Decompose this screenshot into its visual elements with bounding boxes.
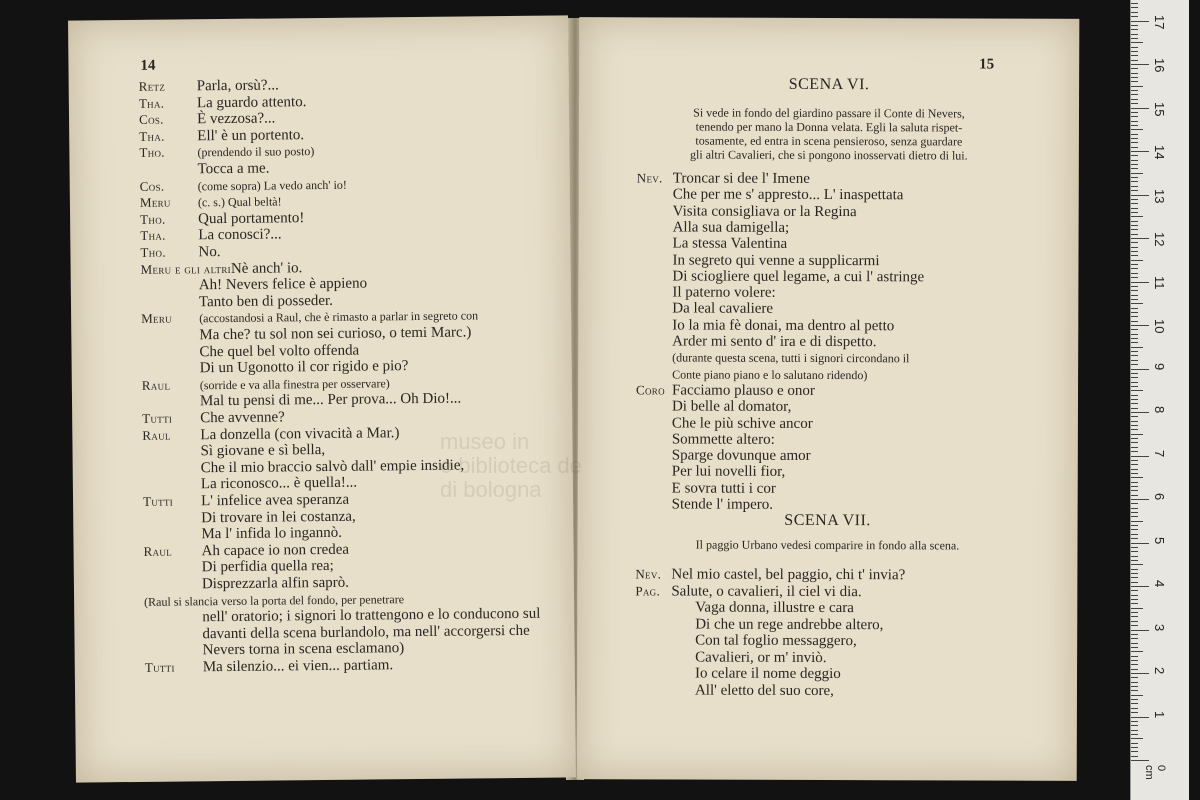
ruler-tick [1131,682,1138,683]
ruler-tick [1131,195,1149,196]
ruler-tick [1131,516,1138,517]
ruler-tick [1131,717,1149,718]
ruler-tick [1131,456,1149,457]
verse-text: Sommette altero: [671,431,775,448]
ruler-tick [1131,651,1143,652]
watermark: museo in e biblioteca de di bologna [440,429,582,502]
ruler-tick [1131,268,1138,269]
ruler-tick [1131,142,1138,143]
ruler-tick [1131,477,1143,478]
ruler-tick [1131,112,1138,113]
ruler-tick [1131,529,1138,530]
ruler-tick [1131,121,1138,122]
ruler-tick [1131,464,1138,465]
right-page [577,17,1080,781]
verse-text: nell' oratorio; i signori lo trattengono e lo conducono sul [202,605,541,626]
ruler-tick [1131,408,1138,409]
ruler-tick [1131,760,1149,761]
speaker-name: Coro [636,382,665,398]
verse-text: Per lui novelli fior, [671,463,786,481]
ruler-tick [1131,160,1138,161]
verse-text: Che quel bel volto offenda [199,342,360,360]
ruler-tick [1131,108,1149,109]
verse-text: Ah! Nevers felice è appieno [198,275,368,294]
ruler-number: 13 [1152,188,1167,203]
ruler-tick [1131,421,1138,422]
ruler-tick [1131,190,1138,191]
ruler-tick [1131,364,1138,365]
ruler-tick [1131,708,1138,709]
verse-text: Di belle al domator, [671,398,792,416]
ruler-number: 7 [1152,449,1167,457]
ruler-tick [1131,664,1138,665]
speaker-name: Meru e gli altri [140,260,231,277]
ruler-number: 8 [1152,406,1167,414]
ruler-tick [1131,277,1138,278]
ruler-tick [1131,503,1138,504]
ruler-tick [1131,325,1149,326]
speaker-name: Nev. [636,170,663,186]
verse-text: Parla, orsù?... [196,77,279,95]
ruler-tick [1131,399,1138,400]
verse-text: Conte piano piano e lo salutano ridendo) [672,367,868,382]
ruler-tick [1131,55,1138,56]
ruler-tick [1131,255,1138,256]
ruler-tick [1131,495,1138,496]
ruler-tick [1131,730,1138,731]
verse-text: Mal tu pensi di me... Per prova... Oh Dio!... [199,390,462,410]
ruler-tick [1131,129,1143,130]
verse-text: (sorride e va alla finestra per osservare) [199,376,390,393]
measuring-ruler [1130,0,1189,800]
verse-text: Di trovare in lei costanza, [201,508,356,526]
ruler-tick [1131,612,1138,613]
verse-text: Ma che? tu sol non sei curioso, o temi Marc.) [199,324,472,344]
ruler-tick [1131,181,1138,182]
verse-text: Vaga donna, illustre e cara [695,599,854,617]
ruler-tick [1131,42,1143,43]
ruler-tick [1131,564,1143,565]
ruler-tick [1131,77,1138,78]
verse-text: Con tal foglio messaggero, [695,632,857,650]
ruler-number: 2 [1152,667,1167,675]
ruler-tick [1131,747,1138,748]
left-page [68,15,576,782]
verse-text: Ma l' infida lo ingannò. [201,524,343,543]
ruler-tick [1131,556,1138,557]
ruler-tick [1131,338,1138,339]
ruler-tick [1131,416,1138,417]
ruler-tick [1131,595,1138,596]
ruler-tick [1131,582,1138,583]
ruler-tick [1131,547,1138,548]
ruler-tick [1131,308,1138,309]
ruler-tick [1131,25,1138,26]
verse-text: È vezzosa?... [196,110,276,128]
ruler-tick [1131,203,1138,204]
ruler-tick [1131,438,1138,439]
ruler-tick [1131,756,1138,757]
ruler-tick [1131,525,1138,526]
scene-title: SCENA VII. [784,511,871,530]
verse-text: Io celare il nome deggio [695,665,841,683]
ruler-tick [1131,73,1138,74]
speaker-name: Nev. [635,566,662,582]
ruler-tick [1131,703,1138,704]
ruler-tick [1131,660,1138,661]
verse-text: La donzella (con vivacità a Mar.) [200,424,400,443]
ruler-tick [1131,738,1143,739]
verse-text: Di che un rege andrebbe altero, [695,616,884,633]
ruler-number: 12 [1152,232,1167,247]
speaker-name: Cos. [139,178,165,194]
ruler-tick [1131,242,1138,243]
ruler-tick [1131,616,1138,617]
verse-text: Tanto ben di posseder. [198,292,333,311]
ruler-tick [1131,442,1138,443]
ruler-tick [1131,103,1138,104]
ruler-tick [1131,425,1138,426]
ruler-tick [1131,434,1143,435]
ruler-tick [1131,81,1138,82]
stage-line: tosamente, ed entra in scena pensieroso, senza guardare [695,133,963,149]
script-line [142,390,461,411]
ruler-number: 4 [1152,580,1167,588]
speaker-name: Meru [141,310,172,327]
verse-text: All' eletto del suo core, [694,682,834,699]
speaker-name: Tutti [142,493,174,509]
ruler-tick [1131,251,1138,252]
speaker-name: Tho. [140,211,166,227]
ruler-tick [1131,221,1138,222]
ruler-tick [1131,299,1138,300]
ruler-tick [1131,125,1138,126]
ruler-tick [1131,186,1138,187]
ruler-tick [1131,673,1149,674]
verse-text: Qual portamento! [198,209,305,228]
ruler-tick [1131,208,1138,209]
stage-direction: Il paggio Urbano vedesi comparire in fondo alla scena. [695,537,960,553]
verse-text: (accostandosi a Raul, che è rimasto a parlar in segreto con [199,308,479,326]
speaker-name: Meru [139,194,171,211]
ruler-tick [1131,138,1138,139]
speaker-name: Tutti [144,659,175,675]
ruler-tick [1131,499,1149,500]
ruler-number: 3 [1152,623,1167,631]
script-line [145,656,394,677]
ruler-tick [1131,334,1138,335]
ruler-tick [1131,412,1149,413]
verse-text: In segreto qui venne a supplicarmi [672,251,880,269]
verse-text: Alla sua damigella; [672,219,790,236]
speaker-name: Raul [141,377,171,393]
ruler-number: 11 [1152,275,1167,289]
speaker-name: Raul [143,543,173,559]
ruler-tick [1131,273,1138,274]
verse-text: Di sciogliere quel legame, a cui l' astringe [672,268,925,286]
ruler-unit: 0 cm [1143,765,1167,780]
ruler-tick [1131,725,1138,726]
ruler-tick [1131,216,1143,217]
scene-title: SCENA VI. [788,75,870,94]
ruler-tick [1131,90,1138,91]
verse-text: Che per me s' appresto... L' inaspettata [672,186,904,204]
speaker-name: Tho. [140,244,166,260]
ruler-tick [1131,3,1138,4]
ruler-tick [1131,669,1138,670]
ruler-tick [1131,482,1138,483]
ruler-tick [1131,134,1138,135]
ruler-tick [1131,286,1138,287]
ruler-tick [1131,386,1138,387]
verse-text: davanti della scena burlandolo, ma nell' accorgersi che [202,622,530,643]
verse-text: (Raul si slancia verso la porta del fondo, per penetrare [144,591,405,609]
ruler-tick [1131,99,1138,100]
ruler-tick [1131,312,1138,313]
ruler-tick [1131,225,1138,226]
ruler-tick [1131,473,1138,474]
ruler-tick [1131,721,1138,722]
verse-text: (c. s.) Qual beltà! [197,194,282,210]
verse-text: Che il mio braccio salvò dall' empie insidie, [200,457,465,477]
ruler-tick [1131,743,1138,744]
verse-text: Di perfidia quella rea; [201,558,334,576]
ruler-tick [1131,403,1138,404]
ruler-tick [1131,238,1149,239]
ruler-tick [1131,512,1138,513]
verse-text: L' infelice avea speranza [200,491,350,510]
ruler-tick [1131,199,1138,200]
ruler-tick [1131,638,1138,639]
ruler-tick [1131,38,1138,39]
verse-text: Che le più schive ancor [671,414,813,432]
ruler-tick [1131,147,1138,148]
ruler-tick [1131,695,1143,696]
verse-text: Il paterno volere: [672,284,776,301]
script-line [635,681,834,700]
ruler-tick [1131,260,1143,261]
verse-text: Da leal cavaliere [672,300,774,318]
verse-text: La guardo attento. [196,93,307,111]
verse-text: Troncar si dee l' Imene [672,170,810,187]
ruler-tick [1131,634,1138,635]
ruler-tick [1131,164,1138,165]
ruler-tick [1131,460,1138,461]
verse-text: Nè anch' io. [230,259,303,277]
ruler-number: 16 [1152,58,1167,73]
ruler-tick [1131,621,1138,622]
ruler-number: 15 [1152,101,1167,116]
ruler-tick [1131,282,1149,283]
ruler-tick [1131,168,1138,169]
ruler-tick [1131,347,1143,348]
ruler-tick [1131,68,1138,69]
verse-text: La stessa Valentina [672,235,788,253]
verse-text: Nevers torna in scena esclamano) [202,640,405,659]
ruler-tick [1131,508,1138,509]
ruler-tick [1131,377,1138,378]
verse-text: Salute, o cavalieri, il ciel vi dia. [671,582,862,600]
ruler-tick [1131,573,1138,574]
verse-text: Cavalieri, or m' inviò. [695,649,827,666]
ruler-tick [1131,690,1138,691]
ruler-tick [1131,177,1138,178]
stage-line: gli altri Cavalieri, che si pongono inosservati dietro di lui. [690,147,968,163]
ruler-tick [1131,264,1138,265]
ruler-tick [1131,429,1138,430]
ruler-tick [1131,303,1143,304]
verse-text: E sovra tutti i cor [671,480,776,497]
verse-text: Sparge dovunque amor [671,447,811,465]
verse-text: Stende l' impero. [671,496,774,513]
ruler-tick [1131,382,1138,383]
ruler-tick [1131,486,1138,487]
ruler-tick [1131,390,1143,391]
verse-text: Di un Ugonotto il cor rigido e pio? [199,358,409,377]
ruler-tick [1131,625,1138,626]
verse-text: Io la mia fè donai, ma dentro al petto [672,317,895,334]
ruler-number: 17 [1152,14,1167,29]
ruler-tick [1131,538,1138,539]
verse-text: Ah capace io non credea [201,541,350,560]
ruler-tick [1131,560,1138,561]
ruler-tick [1131,551,1138,552]
verse-text: No. [198,244,221,261]
ruler-tick [1131,586,1149,587]
ruler-tick [1131,34,1138,35]
ruler-tick [1131,116,1138,117]
ruler-tick [1131,712,1138,713]
ruler-tick [1131,173,1143,174]
ruler-tick [1131,234,1138,235]
ruler-tick [1131,155,1138,156]
ruler-tick [1131,351,1138,352]
verse-text: (prendendo il suo posto) [197,144,315,160]
ruler-tick [1131,451,1138,452]
ruler-tick [1131,608,1143,609]
ruler-tick [1131,395,1138,396]
verse-text: Disprezzarla alfin saprò. [201,574,350,593]
verse-text: Ell' è un portento. [197,126,305,145]
ruler-tick [1131,373,1138,374]
verse-text: Visita consigliava or la Regina [672,203,857,220]
speaker-name: Cos. [138,111,164,128]
speaker-name: Retz [138,78,166,94]
ruler-tick [1131,29,1138,30]
ruler-tick [1131,16,1138,17]
stage-line: tenendo per mano la Donna velata. Egli la saluta rispet- [695,119,963,135]
ruler-number: 14 [1152,145,1167,160]
ruler-tick [1131,329,1138,330]
ruler-tick [1131,212,1138,213]
ruler-number: 6 [1152,493,1167,501]
stage-line: Si vede in fondo del giardino passare il Conte di Nevers, [693,105,965,121]
ruler-tick [1131,656,1138,657]
speaker-name: Tha. [138,95,165,111]
ruler-tick [1131,295,1138,296]
ruler-tick [1131,647,1138,648]
speaker-name: Raul [142,427,171,443]
verse-text: (durante questa scena, tutti i signori circondano il [672,350,910,366]
ruler-tick [1131,490,1138,491]
ruler-tick [1131,447,1138,448]
ruler-tick [1131,290,1138,291]
ruler-tick [1131,599,1138,600]
verse-text: Tocca a me. [197,160,270,178]
ruler-tick [1131,751,1138,752]
verse-text: La riconosco... è quella!... [200,475,358,493]
ruler-tick [1131,521,1143,522]
speaker-name: Tho. [139,145,165,161]
ruler-tick [1131,86,1143,87]
ruler-tick [1131,321,1138,322]
speaker-name: Tha. [140,228,166,244]
ruler-tick [1131,12,1138,13]
ruler-tick [1131,64,1149,65]
ruler-tick [1131,355,1138,356]
ruler-tick [1131,360,1138,361]
page-number: 14 [140,57,156,74]
ruler-tick [1131,603,1138,604]
ruler-tick [1131,534,1138,535]
ruler-tick [1131,677,1138,678]
ruler-tick [1131,151,1149,152]
ruler-tick [1131,47,1138,48]
ruler-tick [1131,60,1138,61]
verse-text: Ma silenzio... ei vien... partiam. [202,657,394,676]
ruler-tick [1131,630,1149,631]
ruler-tick [1131,469,1138,470]
speaker-name: Tha. [139,128,165,144]
ruler-tick [1131,7,1138,8]
ruler-tick [1131,543,1149,544]
ruler-tick [1131,590,1138,591]
ruler-tick [1131,247,1138,248]
ruler-tick [1131,686,1138,687]
speaker-name: Pag. [635,582,661,598]
ruler-tick [1131,577,1138,578]
ruler-tick [1131,316,1138,317]
ruler-tick [1131,699,1138,700]
verse-text: Facciamo plauso e onor [672,382,815,399]
ruler-number: 9 [1152,362,1167,370]
ruler-tick [1131,342,1138,343]
ruler-number: 1 [1152,710,1167,718]
ruler-tick [1131,569,1138,570]
page-number: 15 [979,56,995,73]
verse-text: Sì giovane e sì bella, [200,442,326,460]
ruler-tick [1131,51,1138,52]
ruler-tick [1131,21,1149,22]
ruler-tick [1131,229,1138,230]
verse-text: Nel mio castel, bel paggio, chi t' invia? [671,566,906,584]
verse-text: (come sopra) La vedo anch' io! [197,177,347,193]
ruler-tick [1131,369,1149,370]
ruler-tick [1131,94,1138,95]
ruler-tick [1131,734,1138,735]
ruler-number: 10 [1152,319,1167,334]
verse-text: Arder mi sento d' ira e di dispetto. [672,333,877,351]
ruler-number: 5 [1152,536,1167,544]
verse-text: Che avvenne? [200,409,285,427]
ruler-tick [1131,643,1138,644]
speaker-name: Tutti [142,410,173,426]
verse-text: La conosci?... [198,226,282,244]
